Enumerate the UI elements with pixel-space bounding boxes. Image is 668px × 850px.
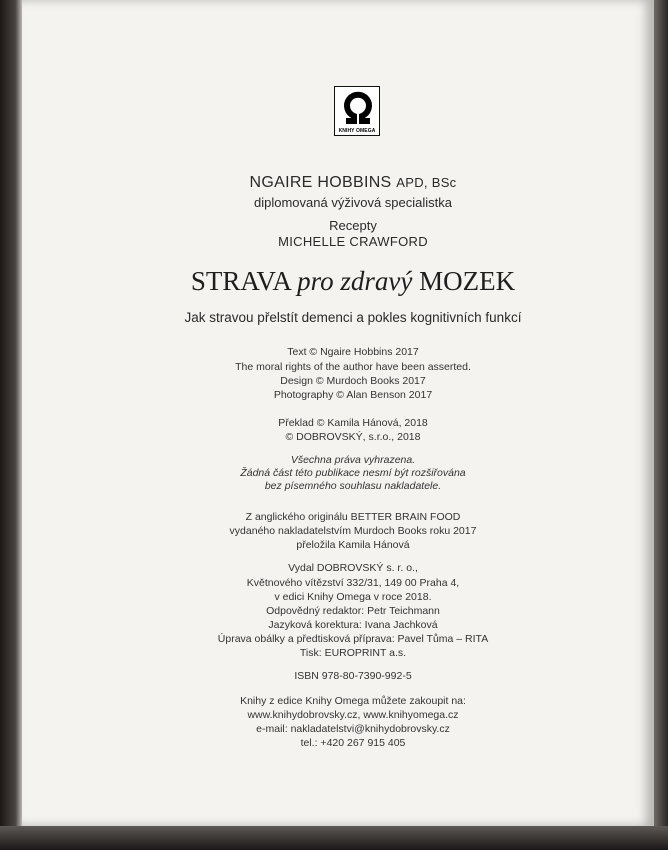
contact-line: www.knihydobrovsky.cz, www.knihyomega.cz <box>247 709 459 721</box>
publisher-line: Tisk: EUROPRINT a.s. <box>299 647 407 659</box>
author-role: diplomovaná výživová specialistka <box>254 195 452 210</box>
copyright-line: The moral rights of the author have been asserted. <box>235 361 471 373</box>
author-line <box>0 174 668 192</box>
translation-line: Překlad © Kamila Hánová, 2018 <box>278 417 428 429</box>
original-line: Z anglického originálu BETTER BRAIN FOOD <box>245 511 461 523</box>
title-part-1: STRAVA <box>190 266 291 296</box>
contact-line: Knihy z edice Knihy Omega můžete zakoupit na: <box>240 695 466 707</box>
book-subtitle: Jak stravou přelstít demenci a pokles kognitivních funkcí <box>184 310 522 325</box>
rights-line: Žádná část této publikace nesmí být rozšiřována <box>240 467 466 479</box>
publisher-line: Vydal DOBROVSKÝ s. r. o., <box>288 562 418 574</box>
title-part-2: pro zdravý <box>297 266 413 296</box>
publisher-line: Úprava obálky a předtisková příprava: Pavel Tůma – RITA <box>217 633 489 645</box>
publisher-line: Jazyková korektura: Ivana Jachková <box>268 619 438 631</box>
author-name: NGAIRE HOBBINS <box>249 174 392 191</box>
page-edge-bottom <box>0 826 668 850</box>
copyright-line: Design © Murdoch Books 2017 <box>280 375 426 387</box>
original-line: vydaného nakladatelstvím Murdoch Books roku 2017 <box>229 525 477 537</box>
rights-line: Všechna práva vyhrazena. <box>290 454 416 466</box>
recipes-label: Recepty <box>329 218 377 233</box>
recipes-author: MICHELLE CRAWFORD <box>278 234 428 249</box>
book-title <box>0 266 668 297</box>
publisher-line: Odpovědný redaktor: Petr Teichmann <box>266 605 440 617</box>
rights-line: bez písemného souhlasu nakladatele. <box>264 480 442 492</box>
translation-line: © DOBROVSKÝ, s.r.o., 2018 <box>285 431 421 443</box>
contact-line: tel.: +420 267 915 405 <box>300 737 406 749</box>
publisher-line: Květnového vítězství 332/31, 149 00 Praha 4, <box>246 577 460 589</box>
original-line: přeložila Kamila Hánová <box>296 539 410 551</box>
publisher-line: v edici Knihy Omega v roce 2018. <box>274 591 432 603</box>
publisher-logo <box>334 86 380 136</box>
copyright-line: Photography © Alan Benson 2017 <box>273 389 433 401</box>
logo-text: KNIHY OMEGA <box>338 128 376 134</box>
contact-line: e-mail: nakladatelstvi@knihydobrovsky.cz <box>256 723 450 735</box>
author-credentials: APD, BSc <box>396 175 457 190</box>
title-part-3: MOZEK <box>419 266 516 296</box>
omega-icon <box>342 90 374 124</box>
copyright-line: Text © Ngaire Hobbins 2017 <box>287 346 419 358</box>
isbn: ISBN 978-80-7390-992-5 <box>294 670 412 682</box>
